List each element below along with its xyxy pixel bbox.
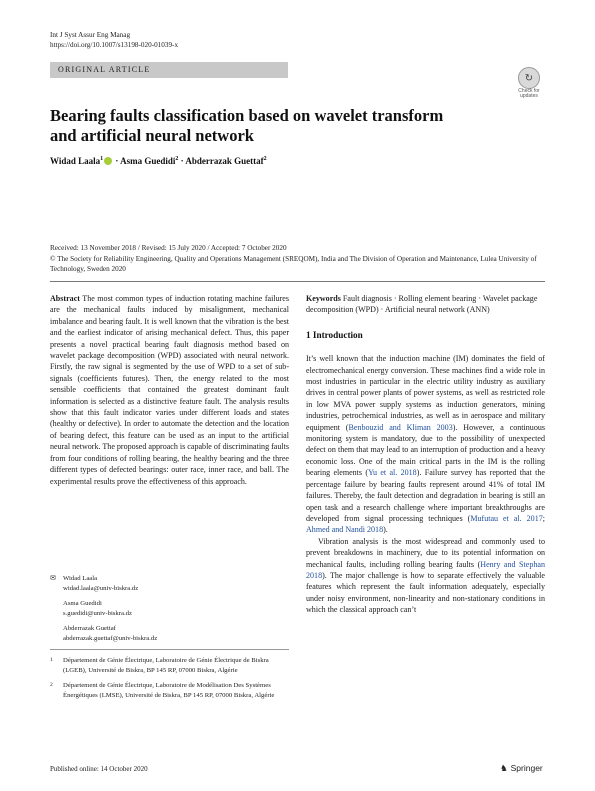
- orcid-icon[interactable]: [104, 157, 112, 165]
- affiliation-item: [50, 656, 289, 675]
- text-run: ). The major challenge is how to separate effectively the valuable features which represent the fault information adequately, especially under noisy environment, non-linearity and non-stationary conditions in which the classical approach can’t: [306, 570, 545, 615]
- text-run: Vibration analysis is the most widespread and commonly used to prevent breakdowns in machinery, due to its potential information on mechanical faults, including rolling bearing faults (: [306, 536, 545, 569]
- contact-name: Abderrazak Guettaf: [63, 625, 116, 632]
- contact-asma: [50, 599, 289, 618]
- author-separator: ·: [178, 156, 186, 166]
- journal-header: [50, 30, 178, 50]
- author-name: Asma Guedidi: [120, 156, 176, 166]
- affiliation-item: [50, 681, 289, 700]
- text-run: ;: [542, 513, 545, 523]
- citation-link[interactable]: Ahmed and Nandi 2018: [306, 525, 384, 535]
- publisher-logo: [500, 763, 543, 774]
- abstract-label: Abstract: [50, 294, 80, 303]
- title-line: and artificial neural network: [50, 126, 254, 145]
- intro-paragraph-1: [306, 353, 545, 536]
- author-name: Widad Laala: [50, 156, 101, 166]
- contact-email[interactable]: widad.laala@univ-biskra.dz: [63, 584, 139, 592]
- publisher-name: Springer: [510, 763, 543, 773]
- footnote-divider: [50, 649, 289, 650]
- header-divider: [50, 281, 545, 282]
- text-run: It’s well known that the induction machine (IM) dominates the field of electromechanical energy conversion. These machines find a wide role in most industries in particular in the electric utility industry as auxiliary drives in central power plants of power systems, as well as restricted role in low MVA power supply systems as induction generators, mining industries, petrochemical industries, as well as in aerospace and military equipment (: [306, 354, 545, 432]
- article-type-banner: [50, 62, 288, 78]
- keywords-label: Keywords: [306, 294, 341, 303]
- check-updates-icon: ↻: [518, 67, 540, 89]
- check-for-updates-badge[interactable]: [512, 67, 546, 97]
- contact-email[interactable]: abderrazak.guettaf@univ-biskra.dz: [63, 634, 158, 642]
- abstract-text: The most common types of induction rotating machine failures are the mechanical faults induced by misalignment, mechanical imbalance and bearing fault. It is well known that the vibration is the best and the earliest indicator of arising mechanical defect. Thus, this paper presents a novel practical bearing fault diagnosis method based on wavelet package decomposition (WPD) associated with neural network. Firstly, the raw signal is segmented by the use of WPD to a set of sub-signals (coefficients futures). Then, the energy related to the most sensible coefficients that contained the greatest dominant fault information is selected as a distinctive feature fault. The analysis results show that this fault indicator varies under different loads and states (healthy or defective). In order to automate the detection and the location of bearing defect, this feature can be used as an input to the artificial neural network. The proposed approach is capable of discriminating faults from four conditions of rolling bearing, the healthy bearing and the three different types of defected bearings: outer race, inner race, and ball. The experimental results prove the effectiveness of this approach.: [50, 294, 289, 486]
- journal-name: Int J Syst Assur Eng Manag: [50, 31, 131, 39]
- author-affil-sup: 2: [263, 156, 267, 162]
- affiliation-number: 1: [50, 657, 53, 663]
- keywords: [306, 293, 545, 316]
- contact-name: Widad Laala: [63, 575, 98, 582]
- paper-title: [50, 106, 510, 146]
- doi-link[interactable]: https://doi.org/10.1007/s13198-020-01039-x: [50, 41, 179, 49]
- contact-name: Asma Guedidi: [63, 600, 102, 607]
- text-run: ). However, a continuous monitoring system is mandatory, due to the possibility of unexpected defect on them that may lead to an interruption of production and a heavy economic loss. One of the main critical parts in the IM is the rolling bearing elements (: [306, 422, 546, 478]
- copyright-notice: © The Society for Reliability Engineering, Quality and Operations Management (SREQOM), India and The Division of Operation and Maintenance, Lulea University of Technology, Sweden 2020: [50, 254, 537, 273]
- author-name: Abderrazak Guettaf: [185, 156, 264, 166]
- abstract: [50, 293, 289, 487]
- text-run: ).: [383, 525, 388, 535]
- check-updates-line2: updates: [520, 93, 538, 99]
- affiliation-number: 2: [50, 682, 53, 688]
- citation-link[interactable]: Benbouzid and Kliman 2003: [348, 422, 453, 432]
- title-line: Bearing faults classification based on wavelet transform: [50, 106, 444, 125]
- envelope-icon: ✉: [50, 574, 56, 582]
- contact-widad: [50, 574, 289, 593]
- contact-abderrazak: [50, 624, 289, 643]
- author-list: [50, 156, 267, 166]
- citation-link[interactable]: Mufutau et al. 2017: [470, 513, 543, 523]
- article-dates: Received: 13 November 2018 / Revised: 15 July 2020 / Accepted: 7 October 2020: [50, 244, 287, 252]
- publication-footer: Published online: 14 October 2020: [50, 765, 148, 773]
- affiliation-text: Département de Génie Électrique, Laboratoire de Génie Électrique de Biskra (LGEB), Université de Biskra, BP 145 RP, 07000 Biskra, Algérie: [63, 657, 269, 674]
- author-separator: ·: [113, 156, 121, 166]
- author-affil-sup: 2: [175, 156, 179, 162]
- right-column: [306, 293, 545, 616]
- author-affil-sup: 1: [100, 156, 104, 162]
- intro-paragraph-2: [306, 536, 545, 616]
- text-run: ). Failure survey has reported that the percentage failure by bearing faults represent around 41% of total IM failures. Thereby, the fault detection and degradation in bearing is still an open task and a research challenge where important breakthroughs are developed from signal processing techniques (: [306, 468, 546, 523]
- citation-link[interactable]: Yu et al. 2018: [368, 468, 417, 478]
- keywords-text: Fault diagnosis · Rolling element bearing · Wavelet package decomposition (WPD) · Artificial neural network (ANN): [306, 294, 538, 315]
- author-footnotes: [50, 574, 289, 700]
- contact-email[interactable]: s.guedidi@univ-biskra.dz: [63, 609, 132, 617]
- springer-horse-icon: ♞: [500, 764, 508, 774]
- section-heading: 1 Introduction: [306, 329, 363, 340]
- check-updates-line1: Check for: [518, 88, 540, 94]
- article-meta: [50, 243, 545, 275]
- article-type-label: ORIGINAL ARTICLE: [58, 65, 151, 74]
- citation-link[interactable]: Henry and Stephan 2018: [306, 559, 545, 580]
- left-column: [50, 293, 289, 487]
- affiliation-text: Département de Génie Électrique, Laboratoire de Modélisation Des Systèmes Énergétiques (LMSE), Université de Biskra, BP 145 RP, 07000 Biskra, Algérie: [63, 682, 275, 699]
